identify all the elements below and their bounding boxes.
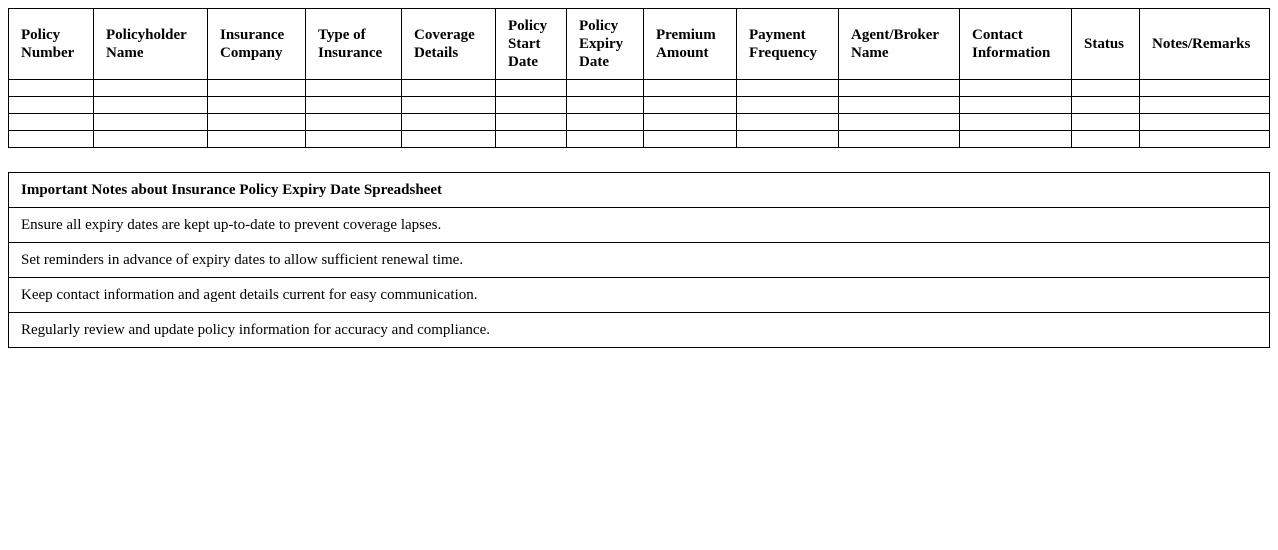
column-header-line: Date [508,54,538,70]
table-cell[interactable] [567,114,644,131]
table-cell[interactable] [1140,114,1270,131]
column-header-line: Amount [656,45,709,61]
table-cell[interactable] [306,80,402,97]
table-cell[interactable] [567,80,644,97]
column-header-policyholder-name [94,9,208,80]
notes-title: Important Notes about Insurance Policy Expiry Date Spreadsheet [9,173,1270,208]
table-cell[interactable] [839,97,960,114]
column-header-line: Insurance [318,45,383,61]
table-cell[interactable] [1072,131,1140,148]
table-cell[interactable] [1140,131,1270,148]
table-cell[interactable] [208,114,306,131]
note-item: Regularly review and update policy information for accuracy and compliance. [9,313,1270,348]
table-cell[interactable] [960,114,1072,131]
column-header-line: Date [579,54,609,70]
column-header-policy-start-date [496,9,567,80]
table-cell[interactable] [1072,114,1140,131]
table-cell[interactable] [1072,80,1140,97]
table-cell[interactable] [1140,97,1270,114]
column-header-line: Contact [972,27,1023,43]
column-header-policy-number [9,9,94,80]
column-header-line: Details [414,45,459,61]
table-cell[interactable] [644,114,737,131]
table-cell[interactable] [839,80,960,97]
table-cell[interactable] [960,97,1072,114]
column-header-line: Coverage [414,27,475,43]
table-row [9,80,1270,97]
table-cell[interactable] [496,97,567,114]
column-header-status [1072,9,1140,80]
table-cell[interactable] [1072,97,1140,114]
note-item: Keep contact information and agent details current for easy communication. [9,278,1270,313]
column-header-contact-information [960,9,1072,80]
table-cell[interactable] [306,97,402,114]
table-cell[interactable] [208,80,306,97]
note-row [9,313,1270,348]
column-header-line: Policy [508,18,548,34]
table-cell[interactable] [644,97,737,114]
table-cell[interactable] [208,131,306,148]
column-header-payment-frequency [737,9,839,80]
table-cell[interactable] [737,80,839,97]
column-header-line: Information [972,45,1051,61]
table-cell[interactable] [9,80,94,97]
table-cell[interactable] [306,131,402,148]
note-row [9,243,1270,278]
column-header-agent-broker-name [839,9,960,80]
table-cell[interactable] [567,131,644,148]
column-header-line: Name [106,45,144,61]
table-cell[interactable] [839,131,960,148]
note-row [9,278,1270,313]
table-cell[interactable] [402,131,496,148]
column-header-notes-remarks [1140,9,1270,80]
column-header-line: Policyholder [106,27,187,43]
column-header-line: Expiry [579,36,624,52]
table-cell[interactable] [94,97,208,114]
table-cell[interactable] [1140,80,1270,97]
column-header-line: Policy [21,27,61,43]
table-cell[interactable] [9,97,94,114]
column-header-line: Company [220,45,283,61]
table-cell[interactable] [496,80,567,97]
column-header-line: Agent/Broker [851,27,940,43]
table-row [9,114,1270,131]
table-cell[interactable] [306,114,402,131]
column-header-line: Name [851,45,889,61]
table-cell[interactable] [496,131,567,148]
column-header-coverage-details [402,9,496,80]
table-cell[interactable] [94,80,208,97]
table-cell[interactable] [839,114,960,131]
note-item: Set reminders in advance of expiry dates to allow sufficient renewal time. [9,243,1270,278]
table-cell[interactable] [9,131,94,148]
table-cell[interactable] [737,131,839,148]
table-body [9,80,1270,148]
table-cell[interactable] [567,97,644,114]
column-header-line: Notes/Remarks [1152,36,1251,52]
insurance-policy-table [8,8,1270,148]
table-row [9,131,1270,148]
table-cell[interactable] [402,114,496,131]
table-row [9,97,1270,114]
column-header-line: Type of [318,27,366,43]
column-header-line: Payment [749,27,806,43]
column-header-insurance-company [208,9,306,80]
column-header-line: Policy [579,18,619,34]
table-cell[interactable] [960,131,1072,148]
table-cell[interactable] [94,114,208,131]
table-cell[interactable] [737,97,839,114]
table-cell[interactable] [94,131,208,148]
column-header-premium-amount [644,9,737,80]
column-header-line: Start [508,36,541,52]
column-header-policy-expiry-date [567,9,644,80]
column-header-line: Status [1084,36,1125,52]
table-cell[interactable] [402,97,496,114]
table-cell[interactable] [208,97,306,114]
column-header-type-of-insurance [306,9,402,80]
table-cell[interactable] [496,114,567,131]
table-cell[interactable] [402,80,496,97]
important-notes-table [8,172,1270,348]
column-header-line: Number [21,45,75,61]
notes-title-row [9,173,1270,208]
note-row [9,208,1270,243]
table-cell[interactable] [737,114,839,131]
table-header-row [9,9,1270,80]
column-header-line: Frequency [749,45,818,61]
column-header-line: Premium [656,27,716,43]
note-item: Ensure all expiry dates are kept up-to-date to prevent coverage lapses. [9,208,1270,243]
table-cell[interactable] [960,80,1072,97]
column-header-line: Insurance [220,27,285,43]
table-cell[interactable] [644,131,737,148]
table-cell[interactable] [9,114,94,131]
table-cell[interactable] [644,80,737,97]
